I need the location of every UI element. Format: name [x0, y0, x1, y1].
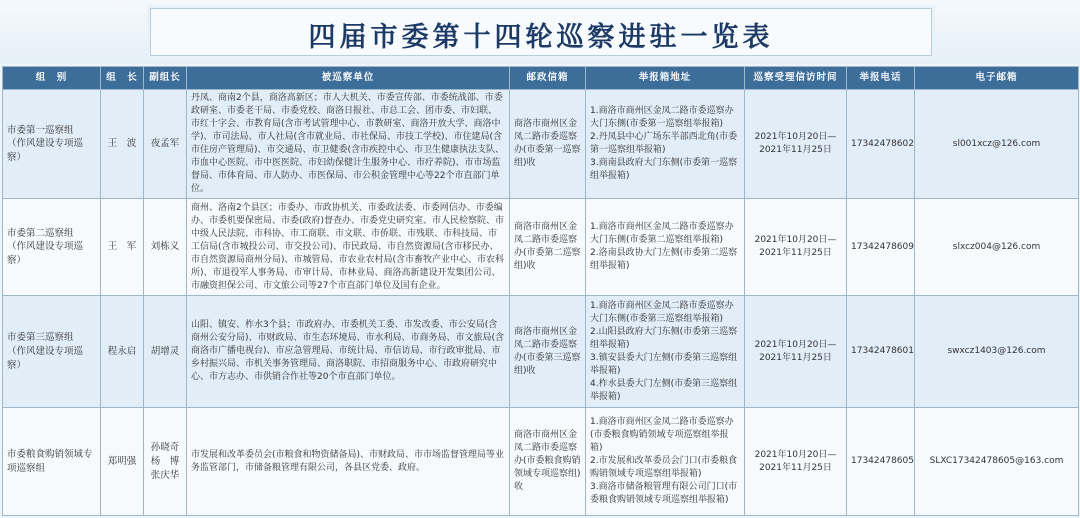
report-address-line: 1.商洛市商州区金凤二路市委巡察办大门东侧(市委第一巡察组举报箱) [590, 106, 734, 130]
period-cell: 2021年10月20日—2021年11月25日 [745, 408, 847, 516]
header-mailbox: 邮政信箱 [510, 67, 586, 90]
deputy-cell [144, 90, 187, 199]
report-address-line: 2.市发展和改革委员会门口(市委粮食购销领域专项巡察组举报箱) [590, 456, 738, 480]
leader-cell: 王 波 [101, 90, 144, 199]
units-cell: 商州、洛南2个县区；市委办、市政协机关、市委政法委、市委网信办、市委编办、市委机要保密局、市委(政府)督查办、市委党史研究室、市人民检察院、市中级人民法院、市科协、市工商联、市文联、市侨联、市残联、市科技局、市工信局(含市城投公司、市交投公司)、市民政局、市自然资源局(含市移民办、市自然资源局商州分局)、市城管局、市农业农村局(含市畜牧产业中心、市农科所)、市退役军人事务局、市审计局、市林业局、商洛高新建设开发集团公司、市融资担保公司、市文旅公司等27个市直部门单位及国有企业。 [187, 199, 510, 296]
mailbox-cell: 商洛市商州区金凤二路市委巡察办(市委第一巡察组)收 [510, 90, 586, 199]
header-units: 被巡察单位 [187, 67, 510, 90]
phone-cell: 17342478605 [847, 408, 915, 516]
deputy-name: 杨 博 [150, 455, 180, 467]
report-address-cell [586, 199, 745, 296]
report-address-cell [586, 408, 745, 516]
header-period: 巡察受理信访时间 [745, 67, 847, 90]
period-cell: 2021年10月20日—2021年11月25日 [745, 199, 847, 296]
group-name: 市委第二巡察组 （作风建设专项巡察） [7, 227, 84, 267]
inspection-table [2, 66, 1079, 516]
deputy-cell [144, 199, 187, 296]
header-deputy: 副组长 [144, 67, 187, 90]
group-name: 市委第一巡察组 （作风建设专项巡察） [7, 124, 84, 164]
units-cell: 山阳、镇安、柞水3个县；市政府办、市委机关工委、市发改委、市公安局(含商州公安分局)、市财政局、市生态环境局、市水利局、市商务局、市文旅局(含商洛市广播电视台)、市应急管理局、市统计局、市信访局、市行政审批局、市乡村振兴局、市机关事务管理局、商洛职院、市招商服务中心、市政府研究中心、市方志办、市供销合作社等20个市直部门单位。 [187, 296, 510, 408]
leader-cell: 程永启 [101, 296, 144, 408]
phone-cell: 17342478602 [847, 90, 915, 199]
report-address-cell [586, 90, 745, 199]
header-leader: 组 长 [101, 67, 144, 90]
period-cell: 2021年10月20日—2021年11月25日 [745, 90, 847, 199]
period-cell: 2021年10月20日—2021年11月25日 [745, 296, 847, 408]
report-address-line: 1.商洛市商州区金凤二路市委巡察办(市委粮食购销领域专项巡察组举报箱) [590, 417, 734, 454]
group-cell [3, 408, 101, 516]
deputy-name: 孙晓奇 [150, 442, 180, 454]
email-cell: SLXC17342478605@163.com [915, 408, 1079, 516]
mailbox-cell: 商洛市商州区金凤二路市委巡察办(市委第二巡察组)收 [510, 199, 586, 296]
header-report-address: 举报箱地址 [586, 67, 745, 90]
group-name: 市委第三巡察组 （作风建设专项巡察） [7, 332, 84, 371]
report-address-line: 1.商洛市商州区金凤二路市委巡察办大门东侧(市委第三巡察组举报箱) [590, 300, 734, 324]
report-address-line: 3.商洛市储备粮管理有限公司门口(市委粮食购销领域专项巡察组举报箱) [590, 482, 738, 506]
report-address-line: 4.柞水县委大门左侧(市委第三巡察组举报箱) [590, 378, 738, 403]
deputy-name: 夜孟军 [150, 138, 180, 150]
report-address-line: 3.商南县政府大门东侧(市委第一巡察组举报箱) [590, 158, 738, 182]
group-cell [3, 296, 101, 408]
phone-cell: 17342478601 [847, 296, 915, 408]
mailbox-cell: 商洛市商州区金凤二路市委巡察办(市委第三巡察组)收 [510, 296, 586, 408]
leader-cell: 郑明强 [101, 408, 144, 516]
title-banner [0, 0, 1080, 64]
mailbox-cell: 商洛市商州区金凤二路市委巡察办(市委粮食购销领域专项巡察组)收 [510, 408, 586, 516]
email-cell: slxcz004@126.com [915, 199, 1079, 296]
page-title: 四届市委第十四轮巡察进驻一览表 [308, 22, 774, 53]
deputy-name: 胡增灵 [150, 345, 180, 357]
report-address-line: 2.洛南县政协大门左侧(市委第二巡察组举报箱) [590, 248, 738, 272]
deputy-cell [144, 408, 187, 516]
deputy-cell [144, 296, 187, 408]
header-group: 组 别 [3, 67, 101, 90]
phone-cell: 17342478609 [847, 199, 915, 296]
title-frame [150, 8, 932, 56]
deputy-name: 张庆华 [150, 469, 180, 481]
report-address-line: 2.山阳县政府大门东侧(市委第三巡察组举报箱) [590, 326, 738, 350]
report-address-line: 2.丹凤县中心广场东半部西北角(市委第一巡察组举报箱) [590, 132, 738, 156]
deputy-name: 刘栋义 [150, 241, 180, 253]
group-name: 市委粮食购销领域专项巡察组 [7, 449, 93, 474]
report-address-line: 3.镇安县委大门左侧(市委第三巡察组举报箱) [590, 352, 738, 376]
units-cell: 丹凤、商南2个县，商洛高新区；市人大机关、市委宣传部、市委统战部、市委政研室、市委老干局、市委党校、商洛日报社、市总工会、团市委、市妇联、市红十字会、市教育局(含市考试管理中心、市教研室、商洛开放大学、商洛中学)、市司法局、市人社局(含市就业局、市社保局、市技工学校)、市住建局(含市住房产管理局)、市交通局、市卫健委(含市疾控中心、市卫生健康执法支队、市血中心医院、市中医医院、市妇幼保健计生服务中心、市疗养院)、市市场监督局、市体育局、市人防办、市医保局、市公积金管理中心等22个市直部门单位。 [187, 90, 510, 199]
header-phone: 举报电话 [847, 67, 915, 90]
group-cell [3, 90, 101, 199]
table-row [3, 199, 1079, 296]
header-row [3, 67, 1079, 90]
leader-cell: 王 军 [101, 199, 144, 296]
group-cell [3, 199, 101, 296]
report-address-cell [586, 296, 745, 408]
table-row [3, 408, 1079, 516]
email-cell: swxcz1403@126.com [915, 296, 1079, 408]
header-email: 电子邮箱 [915, 67, 1079, 90]
email-cell: sl001xcz@126.com [915, 90, 1079, 199]
table-row [3, 90, 1079, 199]
units-cell: 市发展和改革委员会(市粮食和物资储备局)、市财政局、市市场监督管理局等业务监管部门，市储备粮管理有限公司，各县区党委、政府。 [187, 408, 510, 516]
report-address-line: 1.商洛市商州区金凤二路市委巡察办大门东侧(市委第二巡察组举报箱) [590, 222, 734, 246]
table-row [3, 296, 1079, 408]
